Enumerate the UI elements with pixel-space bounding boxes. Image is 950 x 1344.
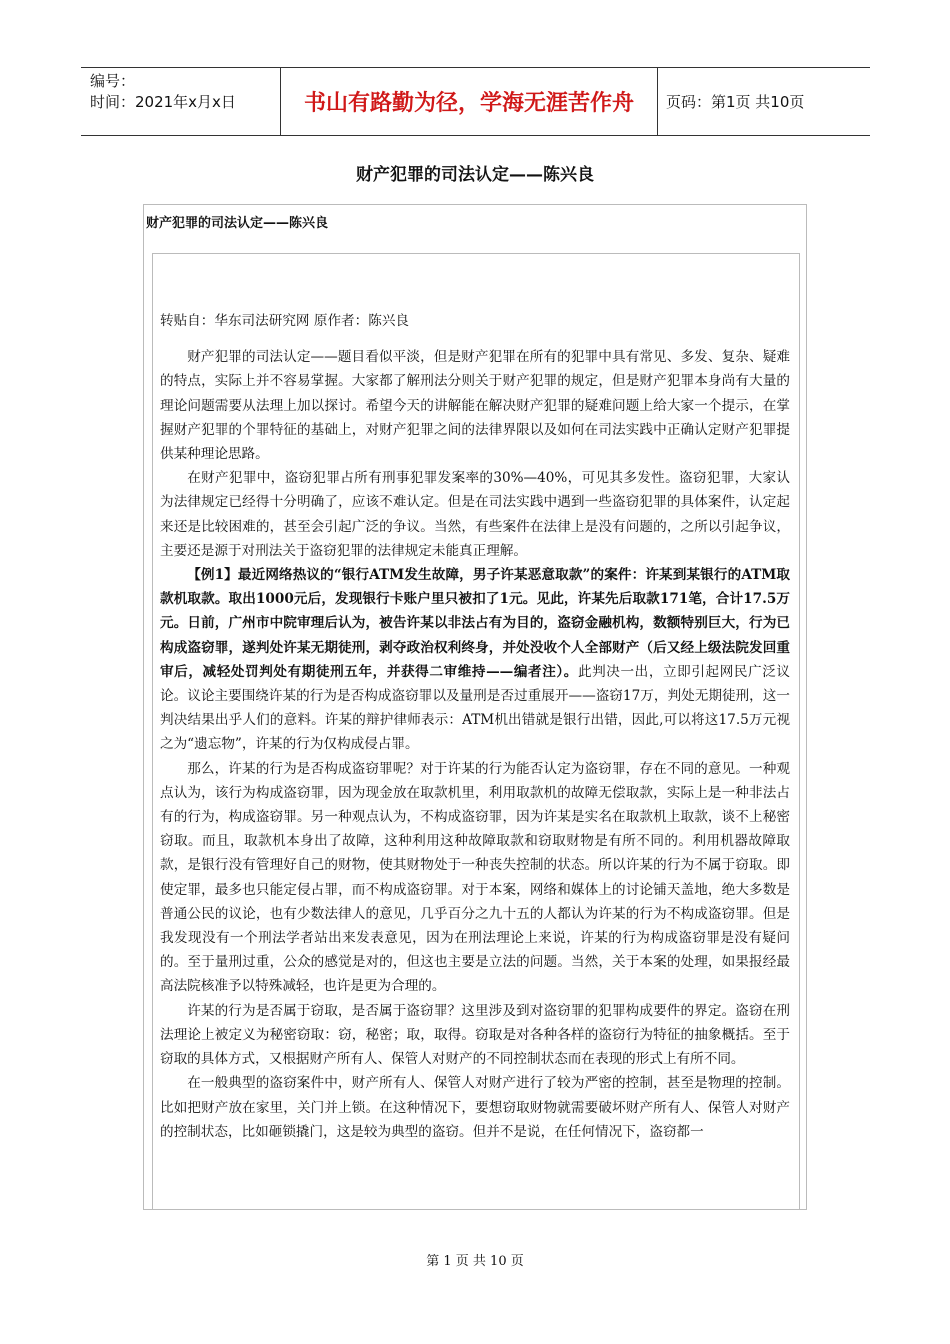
example-1-bold: 【例1】最近网络热议的“银行ATM发生故障，男子许某恶意取款”的案件：许某到某银行的ATM取款机取款。取出1000元后，发现银行卡账户里只被扣了1元。见此，许某先后取款171笔，合计17.5万元。日前，广州市中院审理后认为，被告许某以非法占有为目的，盗窃金融机构，数额特别巨大，行为已构成盗窃罪，遂判处许某无期徒刑，剥夺政治权利终身，并处没收个人全部财产（后又经上级法院发回重审后，减轻处罚判处有期徒刑五年，并获得二审维持——编者注）。: [160, 567, 790, 680]
paragraph-typical-theft: 在一般典型的盗窃案件中，财产所有人、保管人对财产进行了较为严密的控制，甚至是物理的控制。比如把财产放在家里，关门并上锁。在这种情况下，要想窃取财物就需要破坏财产所有人、保管人对财产的控制状态，比如砸锁撬门，这是较为典型的盗窃。但并不是说，在任何情况下，盗窃都一: [160, 1075, 790, 1140]
document-header: [81, 67, 870, 136]
document-title: 财产犯罪的司法认定——陈兴良: [356, 165, 594, 185]
paragraph-definition: 许某的行为是否属于窃取，是否属于盗窃罪？这里涉及到对盗窃罪的犯罪构成要件的界定。盗窃在刑法理论上被定义为秘密窃取：窃，秘密；取，取得。窃取是对各种各样的盗窃行为特征的抽象概括。至于窃取的具体方式，又根据财产所有人、保管人对财产的不同控制状态而在表现的形式上有所不同。: [160, 1002, 790, 1068]
article-outer-frame: [143, 204, 807, 1210]
header-meta: [81, 68, 281, 135]
header-page-info: 页码：第1页 共10页: [666, 93, 805, 111]
article-inner-title: 财产犯罪的司法认定——陈兴良: [146, 216, 329, 231]
paragraph-statistics: 在财产犯罪中，盗窃犯罪占所有刑事犯罪发案率的30%—40%，可见其多发性。盗窃犯罪，大家认为法律规定已经得十分明确了，应该不难认定。但是在司法实践中遇到一些盗窃犯罪的具体案件，认定起来还是比较困难的，甚至会引起广泛的争议。当然，有些案件在法律上是没有问题的，之所以引起争议，主要还是源于对刑法关于盗窃犯罪的法律规定未能真正理解。: [160, 470, 790, 559]
serial-number-label: 编号：: [90, 72, 136, 90]
paragraph-analysis: 那么，许某的行为是否构成盗窃罪呢？对于许某的行为能否认定为盗窃罪，存在不同的意见。一种观点认为，该行为构成盗窃罪，因为现金放在取款机里，利用取款机的故障无偿取款，实际上是一种非法占有的行为，构成盗窃罪。另一种观点认为，不构成盗窃罪，因为许某是实名在取款机上取款，谈不上秘密窃取。而且，取款机本身出了故障，这种利用这种故障取款和窃取财物是有所不同的。利用机器故障取款，是银行没有管理好自己的财物，使其财物处于一种丧失控制的状态。所以许某的行为不属于窃取。即使定罪，最多也只能定侵占罪，而不构成盗窃罪。对于本案，网络和媒体上的讨论铺天盖地，绝大多数是普通公民的议论，也有少数法律人的意见，几乎百分之九十五的人都认为许某的行为不构成盗窃罪。但是我发现没有一个刑法学者站出来发表意见，因为在刑法理论上来说，许某的行为构成盗窃罪是没有疑问的。至于量刑过重，公众的感觉是对的，但这也主要是立法的问题。当然，关于本案的处理，如果报经最高法院核准予以特殊减轻，也许是更为合理的。: [160, 760, 790, 995]
paragraph-example-1: [160, 563, 790, 757]
paragraph-intro: 财产犯罪的司法认定——题目看似平淡，但是财产犯罪在所有的犯罪中具有常见、多发、复杂、疑难的特点，实际上并不容易掌握。大家都了解刑法分则关于财产犯罪的规定，但是财产犯罪本身尚有大量的理论问题需要从法理上加以探讨。希望今天的讲解能在解决财产犯罪的疑难问题上给大家一个提示，在掌握财产犯罪的个罪特征的基础上，对财产犯罪之间的法律界限以及如何在司法实践中正确认定财产犯罪提供某种理论思路。: [160, 349, 790, 463]
date-label: 时间：2021年x月x日: [90, 93, 236, 111]
article-source-line: 转贴自：华东司法研究网 原作者：陈兴良: [160, 313, 410, 329]
article-inner-frame: [152, 253, 800, 1210]
page-footer: 第 1 页 共 10 页: [426, 1254, 524, 1269]
example-1-rest: 此判决一出，立即引起网民广泛议论。议论主要围绕许某的行为是否构成盗窃罪以及量刑是否过重展开——盗窃17万，判处无期徒刑，这一判决结果出乎人们的意料。许某的辩护律师表示：ATM机出错就是银行出错，因此,可以将这17.5万元视之为“遗忘物”，许某的行为仅构成侵占罪。: [160, 663, 791, 753]
header-motto: 书山有路勤为径，学海无涯苦作舟: [281, 68, 658, 135]
article-content: [160, 309, 790, 1144]
